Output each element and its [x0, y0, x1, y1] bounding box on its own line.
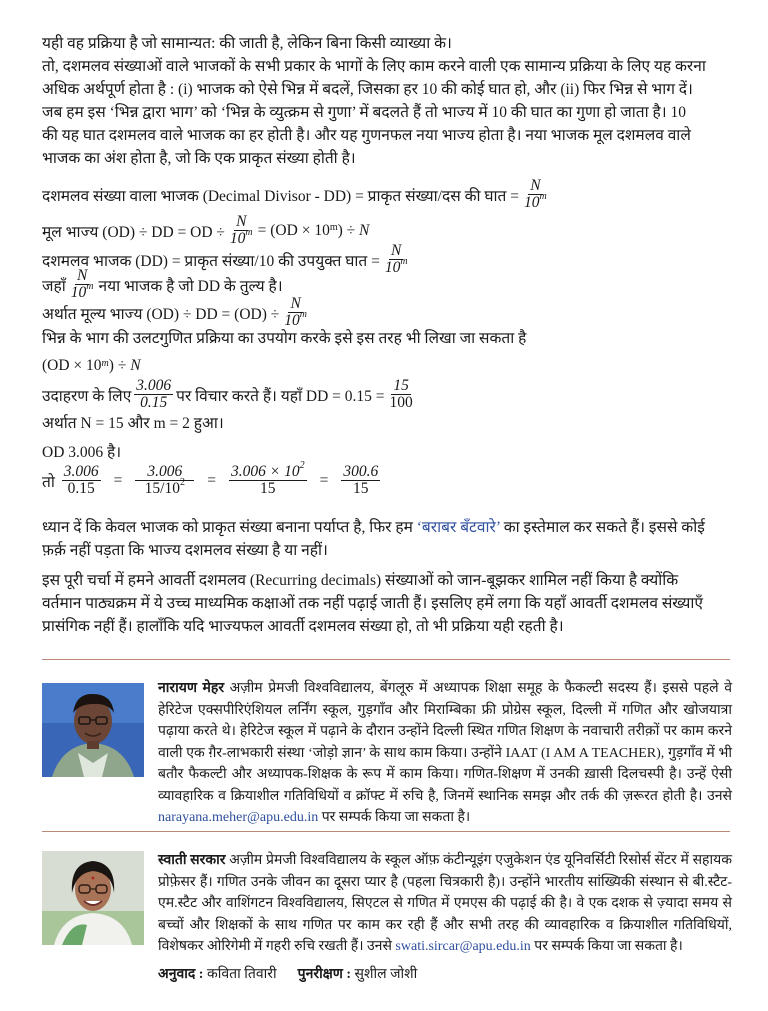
email-link[interactable]: swati.sircar@apu.edu.in — [395, 939, 531, 954]
author-bio-swati: स्वाती सरकार अज़ीम प्रेमजी विश्वविद्यालय के स्कूल ऑफ़ कंटीन्यूइंग एजुकेशन एंड यूनिवर्सिटी रिसोर्स सेंटर में सहायक प्रोफ़ेसर हैं। गणित उनके जीवन का दूसरा प्यार है (पहला चित्रकारी है)। उन्होंने भारतीय सांख्यिकी संस्थान से बी.स्टैट-एम.स्टैट और वाशिंगटन विश्वविद्यालय, सिएटल से गणित में एमएस की पढ़ाई की है। वे एक दशक से ज़्यादा समय से बच्चों और शिक्षकों के साथ गणित पर काम कर रही हैं और सभी तरह की व्यावहारिक व क्रियाशील गतिविधियों, विशेषकर ओरिगेमी में गहरी रुचि रखती हैं। उनसे swati.sircar@apu.edu.in पर सम्पर्क किया जा सकता है। — [158, 853, 732, 954]
para2-line-1: ध्यान दें कि केवल भाजक को प्राकृत संख्या बनाना पर्याप्त है, फिर हम ‘बराबर बँटवारे’ का इस्तेमाल कर सकते हैं। इससे कोई — [42, 519, 705, 536]
equation-od-div-dd: मूल भाज्य (OD) ÷ DD = OD ÷ $\frac{N}{10^m}$ = (OD × 10 $^m$ ) ÷ N — [42, 213, 370, 248]
calc-fraction-4: $\frac{300.6}{15}$ — [343, 463, 379, 498]
author-bio-narayana: नारायण मेहर अज़ीम प्रेमजी विश्वविद्यालय, बेंगलूरु में अध्यापक शिक्षा समूह के फैकल्टी सदस्य हैं। इससे पहले वे हेरिटेज एक्सपीरिएंशियल लर्निंग स्कूल, गुड़गाँव और मिराम्बिका फ्री प्रोग्रेस स्कूल, दिल्ली में गणित और खोजयात्रा पढ़ाया करते थे। हेरिटेज स्कूल में पढ़ाने के दौरान उन्होंने दिल्ली स्थित गणित शिक्षण के नवाचारी तरीक़ों पर काम करने वाली एक ग़ैर-लाभकारी संस्था ‘जोड़ो ज्ञान’ के साथ काम किया। उन्होंने IAAT (I AM A TEACHER), गुड़गाँव में भी बतौर फैकल्टी और अध्यापक-शिक्षक के रूप में काम किया। गणित-शिक्षण में उनकी ख़ासी दिलचस्पी है। उन्हें ऐसी व्यावहारिक व क्रियाशील गतिविधियों व क्रॉफ्ट में रुचि है, जिनमें स्थानिक समझ और तर्क की ज़रूरत होती है। उनसे narayana.meher@apu.edu.in पर सम्पर्क किया जा सकता है। — [158, 681, 732, 825]
review-label: पुनरीक्षण : — [297, 967, 352, 982]
author-name: स्वाती सरकार — [158, 853, 226, 868]
fraction-15-over-100: $\frac{15}{100}$ — [389, 377, 413, 412]
para3-line-3: प्रासंगिक नहीं हैं। हालाँकि यदि भाज्यफल आवर्ती दशमलव संख्या हो, तो भी प्रक्रिया यही रहती है। — [42, 618, 564, 635]
author-photo-swati — [42, 851, 144, 945]
para2-line-2: फ़र्क़ नहीं पड़ता कि भाज्य दशमलव संख्या है या नहीं। — [42, 542, 328, 559]
n-m-values-line: अर्थात N = 15 और m = 2 हुआ। — [42, 415, 224, 432]
portrait-icon — [42, 851, 144, 945]
credits-line — [158, 964, 417, 983]
intro-line-5: की यह घात दशमलव वाले भाजक का हर होती है। और यह गुणनफल नया भाज्य होता है। नया भाजक मूल दशमलव वाले — [42, 127, 691, 144]
intro-line-6: भाजक का अंश होता है, जो कि एक प्राकृत संख्या होती है। — [42, 150, 356, 167]
reverse-process-line: भिन्न के भाग की उलटगुणित प्रक्रिया का उपयोग करके इसे इस तरह भी लिखा जा सकता है — [42, 330, 527, 347]
fraction-n-over-10m: $\frac{N}{10^m}$ — [524, 177, 547, 212]
calc-fraction-1: $\frac{3.006}{0.15}$ — [63, 463, 99, 498]
calculation-line: तो $\frac{3.006}{0.15}$ = $\frac{3.006}{15/10^2}$ = $\frac{3.006 \times 10^2}{15}$ = $\frac{300.6}{15}$ — [42, 460, 379, 498]
equal-sharing-quote: ‘बराबर बँटवारे’ — [416, 519, 501, 536]
equation-dd-power: दशमलव भाजक (DD) = प्राकृत संख्या/10 की उपयुक्त घात = $\frac{N}{10^m}$ — [42, 242, 408, 277]
para3-line-1: इस पूरी चर्चा में हमने आवर्ती दशमलव (Recurring decimals) संख्याओं को जान-बूझकर शामिल नहीं किया है क्योंकि — [42, 572, 679, 589]
author-name: नारायण मेहर — [158, 681, 225, 696]
email-link[interactable]: narayana.meher@apu.edu.in — [158, 810, 319, 825]
author-photo-narayana — [42, 683, 144, 777]
intro-line-3: अधिक अर्थपूर्ण होता है : (i) भाजक को ऐसे भिन्न में बदलें, जिसका हर 10 की कोई घात हो, और (ii) फिर भिन्न से भाग दें। — [42, 81, 693, 98]
para3-line-2: वर्तमान पाठ्यक्रम में ये उच्च माध्यमिक कक्षाओं तक नहीं पढ़ाई जाती हैं। इसलिए हमें लगा कि यहाँ आवर्ती दशमलव संख्याएँ — [42, 595, 703, 612]
calc-fraction-2: $\frac{3.006}{15/10^2}$ — [135, 464, 194, 498]
translator-name: कविता तिवारी — [206, 967, 277, 982]
equation-meaning: अर्थात मूल्य भाज्य (OD) ÷ DD = (OD) ÷ $\frac{N}{10^m}$ — [42, 295, 308, 330]
equation-dd-definition: दशमलव संख्या वाला भाजक (Decimal Divisor - DD) = प्राकृत संख्या/दस की घात = $\frac{N}{10^m}$ — [42, 177, 547, 212]
fraction-n-over-10m: $\frac{N}{10^m}$ — [284, 295, 308, 330]
divider-middle — [42, 831, 730, 832]
calc-fraction-3: $\frac{3.006 \times 10^2}{15}$ — [230, 460, 305, 498]
equation-od-times-power: (OD × 10 $^m$ ) ÷ N — [42, 357, 141, 374]
portrait-icon — [42, 683, 144, 777]
od-value-line: OD 3.006 है। — [42, 444, 122, 461]
intro-line-2: तो, दशमलव संख्याओं वाले भाजकों के सभी प्रकार के भागों के लिए काम करने वाली एक सामान्य प्रक्रिया के लिए यह करना — [42, 58, 706, 75]
fraction-n-over-10m: $\frac{N}{10^m}$ — [229, 213, 253, 248]
reviewer-name: सुशील जोशी — [354, 967, 418, 982]
example-line: उदाहरण के लिए $\frac{3.006}{0.15}$ पर विचार करते हैं। यहाँ DD = 0.15 = $\frac{15}{100}$ — [42, 377, 413, 412]
fraction-n-over-10m: $\frac{N}{10^m}$ — [384, 242, 408, 277]
fraction-example: $\frac{3.006}{0.15}$ — [136, 377, 172, 412]
translation-label: अनुवाद : — [158, 967, 204, 982]
equation-where: जहाँ $\frac{N}{10^m}$ नया भाजक है जो DD के तुल्य है। — [42, 267, 283, 302]
intro-line-4: जब हम इस ‘भिन्न द्वारा भाग’ को ‘भिन्न के व्युत्क्रम से गुणा’ में बदलते हैं तो भाज्य में 10 की घात का गुणा हो जाता है। 10 — [42, 104, 686, 121]
intro-line-1: यही वह प्रक्रिया है जो सामान्यत: की जाती है, लेकिन बिना किसी व्याख्या के। — [42, 35, 452, 52]
divider-top — [42, 659, 730, 660]
fraction-n-over-10m: $\frac{N}{10^m}$ — [70, 267, 94, 302]
